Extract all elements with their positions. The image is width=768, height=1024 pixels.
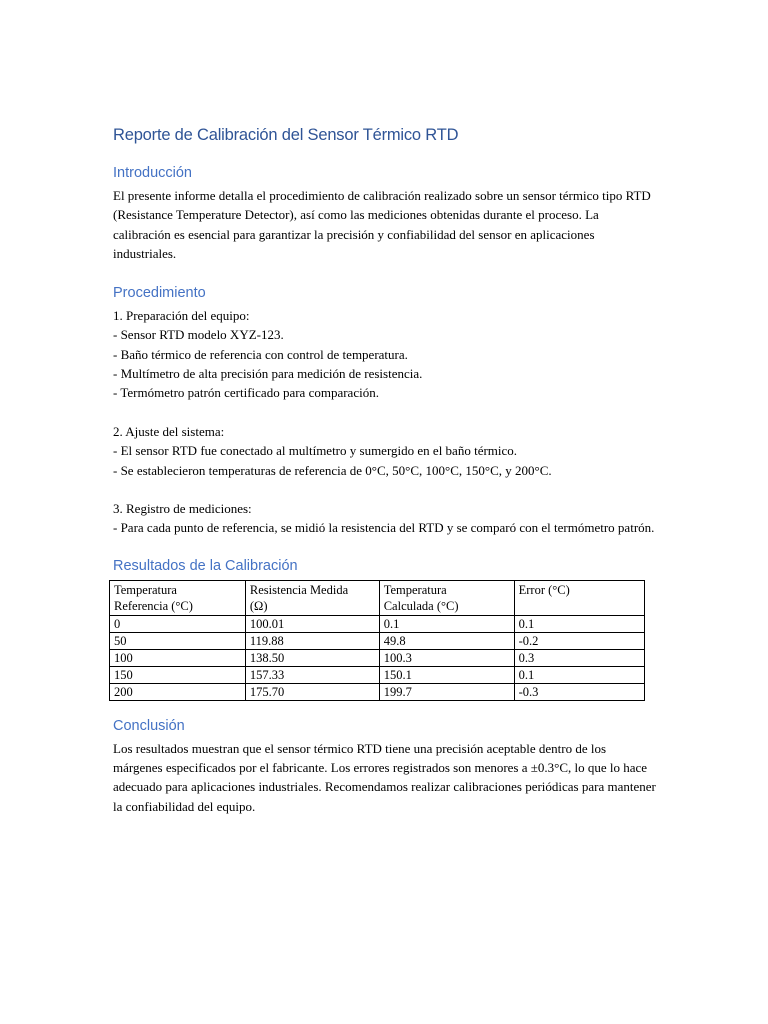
cell-calc-temp: 100.3 [379, 649, 514, 666]
cell-error: 0.1 [514, 666, 644, 683]
cell-ref-temp: 150 [110, 666, 246, 683]
cell-calc-temp: 0.1 [379, 615, 514, 632]
step3-item: - Para cada punto de referencia, se midió la resistencia del RTD y se comparó con el termómetro patrón. [113, 520, 655, 536]
cell-error: 0.3 [514, 649, 644, 666]
step2-title: 2. Ajuste del sistema: [113, 423, 225, 439]
cell-resistance: 157.33 [245, 666, 379, 683]
results-heading: Resultados de la Calibración [113, 557, 298, 574]
cell-resistance: 175.70 [245, 683, 379, 700]
procedure-body [113, 306, 658, 538]
step2-item: - El sensor RTD fue conectado al multímetro y sumergido en el baño térmico. [113, 443, 518, 459]
header-resistance: Resistencia Medida (Ω) [245, 580, 379, 615]
cell-calc-temp: 199.7 [379, 683, 514, 700]
step1-item: - Multímetro de alta precisión para medición de resistencia. [113, 366, 423, 382]
introduction-heading: Introducción [113, 165, 192, 181]
conclusion-heading: Conclusión [113, 717, 185, 734]
step3-title: 3. Registro de mediciones: [113, 501, 252, 517]
cell-calc-temp: 49.8 [379, 632, 514, 649]
step1-item: - Baño térmico de referencia con control de temperatura. [113, 346, 408, 362]
header-ref-temp: Temperatura Referencia (°C) [110, 580, 246, 615]
procedure-heading: Procedimiento [113, 285, 206, 302]
cell-error: -0.3 [514, 683, 644, 700]
spacer [113, 403, 658, 422]
cell-ref-temp: 100 [110, 649, 246, 666]
step1-item: - Sensor RTD modelo XYZ-123. [113, 327, 284, 343]
results-table [109, 580, 645, 701]
cell-resistance: 100.01 [245, 615, 379, 632]
cell-error: -0.2 [514, 632, 644, 649]
table-row [110, 683, 645, 700]
conclusion-text: Los resultados muestran que el sensor térmico RTD tiene una precisión aceptable dentro de los márgenes especificados por el fabricante. Los errores registrados son menores a ±0.3°C, lo que lo hace adecuado para aplicaciones industriales. Recomendamos realizar calibraciones periódicas para mantener la confiabilidad del equipo. [113, 740, 656, 814]
cell-ref-temp: 200 [110, 683, 246, 700]
header-error: Error (°C) [514, 580, 644, 615]
step2-item: - Se establecieron temperaturas de referencia de 0°C, 50°C, 100°C, 150°C, y 200°C. [113, 462, 552, 478]
cell-error: 0.1 [514, 615, 644, 632]
cell-resistance: 119.88 [245, 632, 379, 649]
introduction-text: El presente informe detalla el procedimiento de calibración realizado sobre un sensor térmico tipo RTD (Resistance Temperature Detector), así como las mediciones obtenidas durante el proceso. La calibración es esencial para garantizar la precisión y confiabilidad del sensor en aplicaciones industriales. [113, 188, 651, 261]
cell-ref-temp: 0 [110, 615, 246, 632]
document-page [113, 122, 658, 816]
table-row [110, 666, 645, 683]
table-row [110, 615, 645, 632]
table-header-row [110, 580, 645, 615]
cell-calc-temp: 150.1 [379, 666, 514, 683]
table-row [110, 632, 645, 649]
table-row [110, 649, 645, 666]
header-calc-temp: Temperatura Calculada (°C) [379, 580, 514, 615]
spacer [113, 480, 658, 499]
step1-title: 1. Preparación del equipo: [113, 308, 250, 324]
step1-item: - Termómetro patrón certificado para comparación. [113, 385, 379, 401]
cell-resistance: 138.50 [245, 649, 379, 666]
page-title: Reporte de Calibración del Sensor Térmico RTD [113, 126, 459, 144]
cell-ref-temp: 50 [110, 632, 246, 649]
